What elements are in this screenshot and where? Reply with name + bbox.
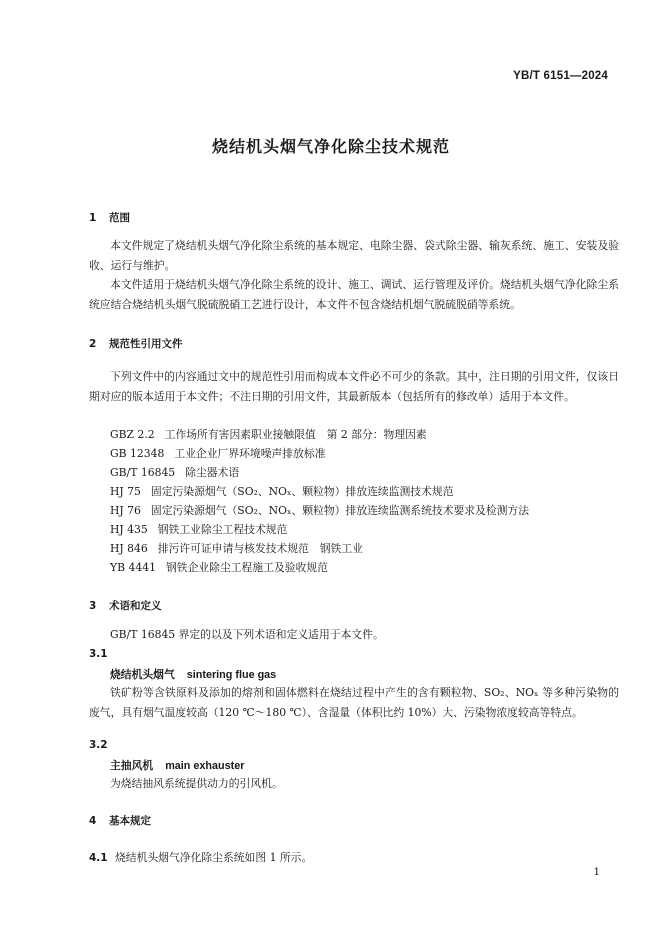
section-2-heading <box>89 336 183 351</box>
term-chinese: 烧结机头烟气 <box>110 668 175 681</box>
reference-name: 固定污染源烟气（SO₂、NOₓ、颗粒物）排放连续监测系统技术要求及检测方法 <box>150 504 530 517</box>
reference-item <box>110 427 427 442</box>
section-number: 3 <box>89 600 97 612</box>
standard-code: YB/T 6151—2024 <box>513 70 608 82</box>
section-1-paragraph-1: 本文件规定了烧结机头烟气净化除尘系统的基本规定、电除尘器、袋式除尘器、输灰系统、施工、安装及验收、运行与维护。 <box>89 239 619 272</box>
reference-code: HJ 435 <box>110 523 148 536</box>
reference-code: HJ 846 <box>110 542 148 555</box>
reference-code: GB 12348 <box>110 447 165 460</box>
reference-item <box>110 541 363 556</box>
term-number: 3.2 <box>89 739 108 751</box>
section-number: 4 <box>89 815 97 827</box>
term-definition: 为烧结抽风系统提供动力的引风机。 <box>110 777 283 790</box>
section-1-heading <box>89 210 130 225</box>
section-3-intro: GB/T 16845 界定的以及下列术语和定义适用于本文件。 <box>110 628 384 641</box>
reference-item <box>110 484 454 499</box>
page-number: 1 <box>593 866 600 878</box>
section-number: 2 <box>89 338 97 350</box>
section-title: 术语和定义 <box>109 600 162 612</box>
reference-item <box>110 446 326 461</box>
section-2-intro: 下列文件中的内容通过文中的规范性引用而构成本文件必不可少的条款。其中，注日期的引用文件，仅该日期对应的版本适用于本文件；不注日期的引用文件，其最新版本（包括所有的修改单）适用于本文件。 <box>89 370 619 403</box>
term-heading <box>110 667 276 682</box>
section-4-heading <box>89 813 151 828</box>
document-title: 烧结机头烟气净化除尘技术规范 <box>211 137 450 156</box>
term-number: 3.1 <box>89 648 108 660</box>
section-3-heading <box>89 598 162 613</box>
reference-name: 工业企业厂界环境噪声排放标准 <box>174 447 326 460</box>
clause-number: 4.1 <box>89 852 108 864</box>
section-title: 范围 <box>109 212 130 224</box>
clause-text: 烧结机头烟气净化除尘系统如图 1 所示。 <box>115 851 313 864</box>
section-1-paragraph-2: 本文件适用于烧结机头烟气净化除尘系统的设计、施工、调试、运行管理及评价。烧结机头烟气净化除尘系统应结合烧结机头烟气脱硫脱硝工艺进行设计，本文件不包含烧结机烟气脱硫脱硝等系统。 <box>89 278 619 311</box>
term-english: main exhauster <box>165 760 245 772</box>
reference-code: GBZ 2.2 <box>110 428 155 441</box>
reference-item <box>110 503 529 518</box>
reference-name: 除尘器术语 <box>185 466 240 479</box>
reference-item <box>110 522 287 537</box>
reference-name: 固定污染源烟气（SO₂、NOₓ、颗粒物）排放连续监测技术规范 <box>150 485 454 498</box>
section-title: 基本规定 <box>109 815 151 827</box>
reference-code: YB 4441 <box>110 561 156 574</box>
reference-item <box>110 560 328 575</box>
reference-code: HJ 75 <box>110 485 141 498</box>
term-heading <box>110 758 244 773</box>
term-definition: 铁矿粉等含铁原料及添加的熔剂和固体燃料在烧结过程中产生的含有颗粒物、SO₂、NOₓ 等多种污染物的废气，具有烟气温度较高（120 ℃～180 ℃）、含湿量（体积比约 10%）大、污染物浓度较高等特点。 <box>89 686 619 719</box>
section-number: 1 <box>89 212 97 224</box>
clause-4-1 <box>89 850 312 865</box>
reference-name: 工作场所有害因素职业接触限值 第 2 部分：物理因素 <box>164 428 427 441</box>
term-english: sintering flue gas <box>186 669 277 681</box>
term-chinese: 主抽风机 <box>110 759 154 772</box>
reference-code: GB/T 16845 <box>110 466 176 479</box>
reference-code: HJ 76 <box>110 504 141 517</box>
reference-name: 排污许可证申请与核发技术规范 钢铁工业 <box>157 542 363 555</box>
reference-name: 钢铁企业除尘工程施工及验收规范 <box>165 561 328 574</box>
section-title: 规范性引用文件 <box>109 338 183 350</box>
reference-name: 钢铁工业除尘工程技术规范 <box>157 523 288 536</box>
reference-item <box>110 465 239 480</box>
